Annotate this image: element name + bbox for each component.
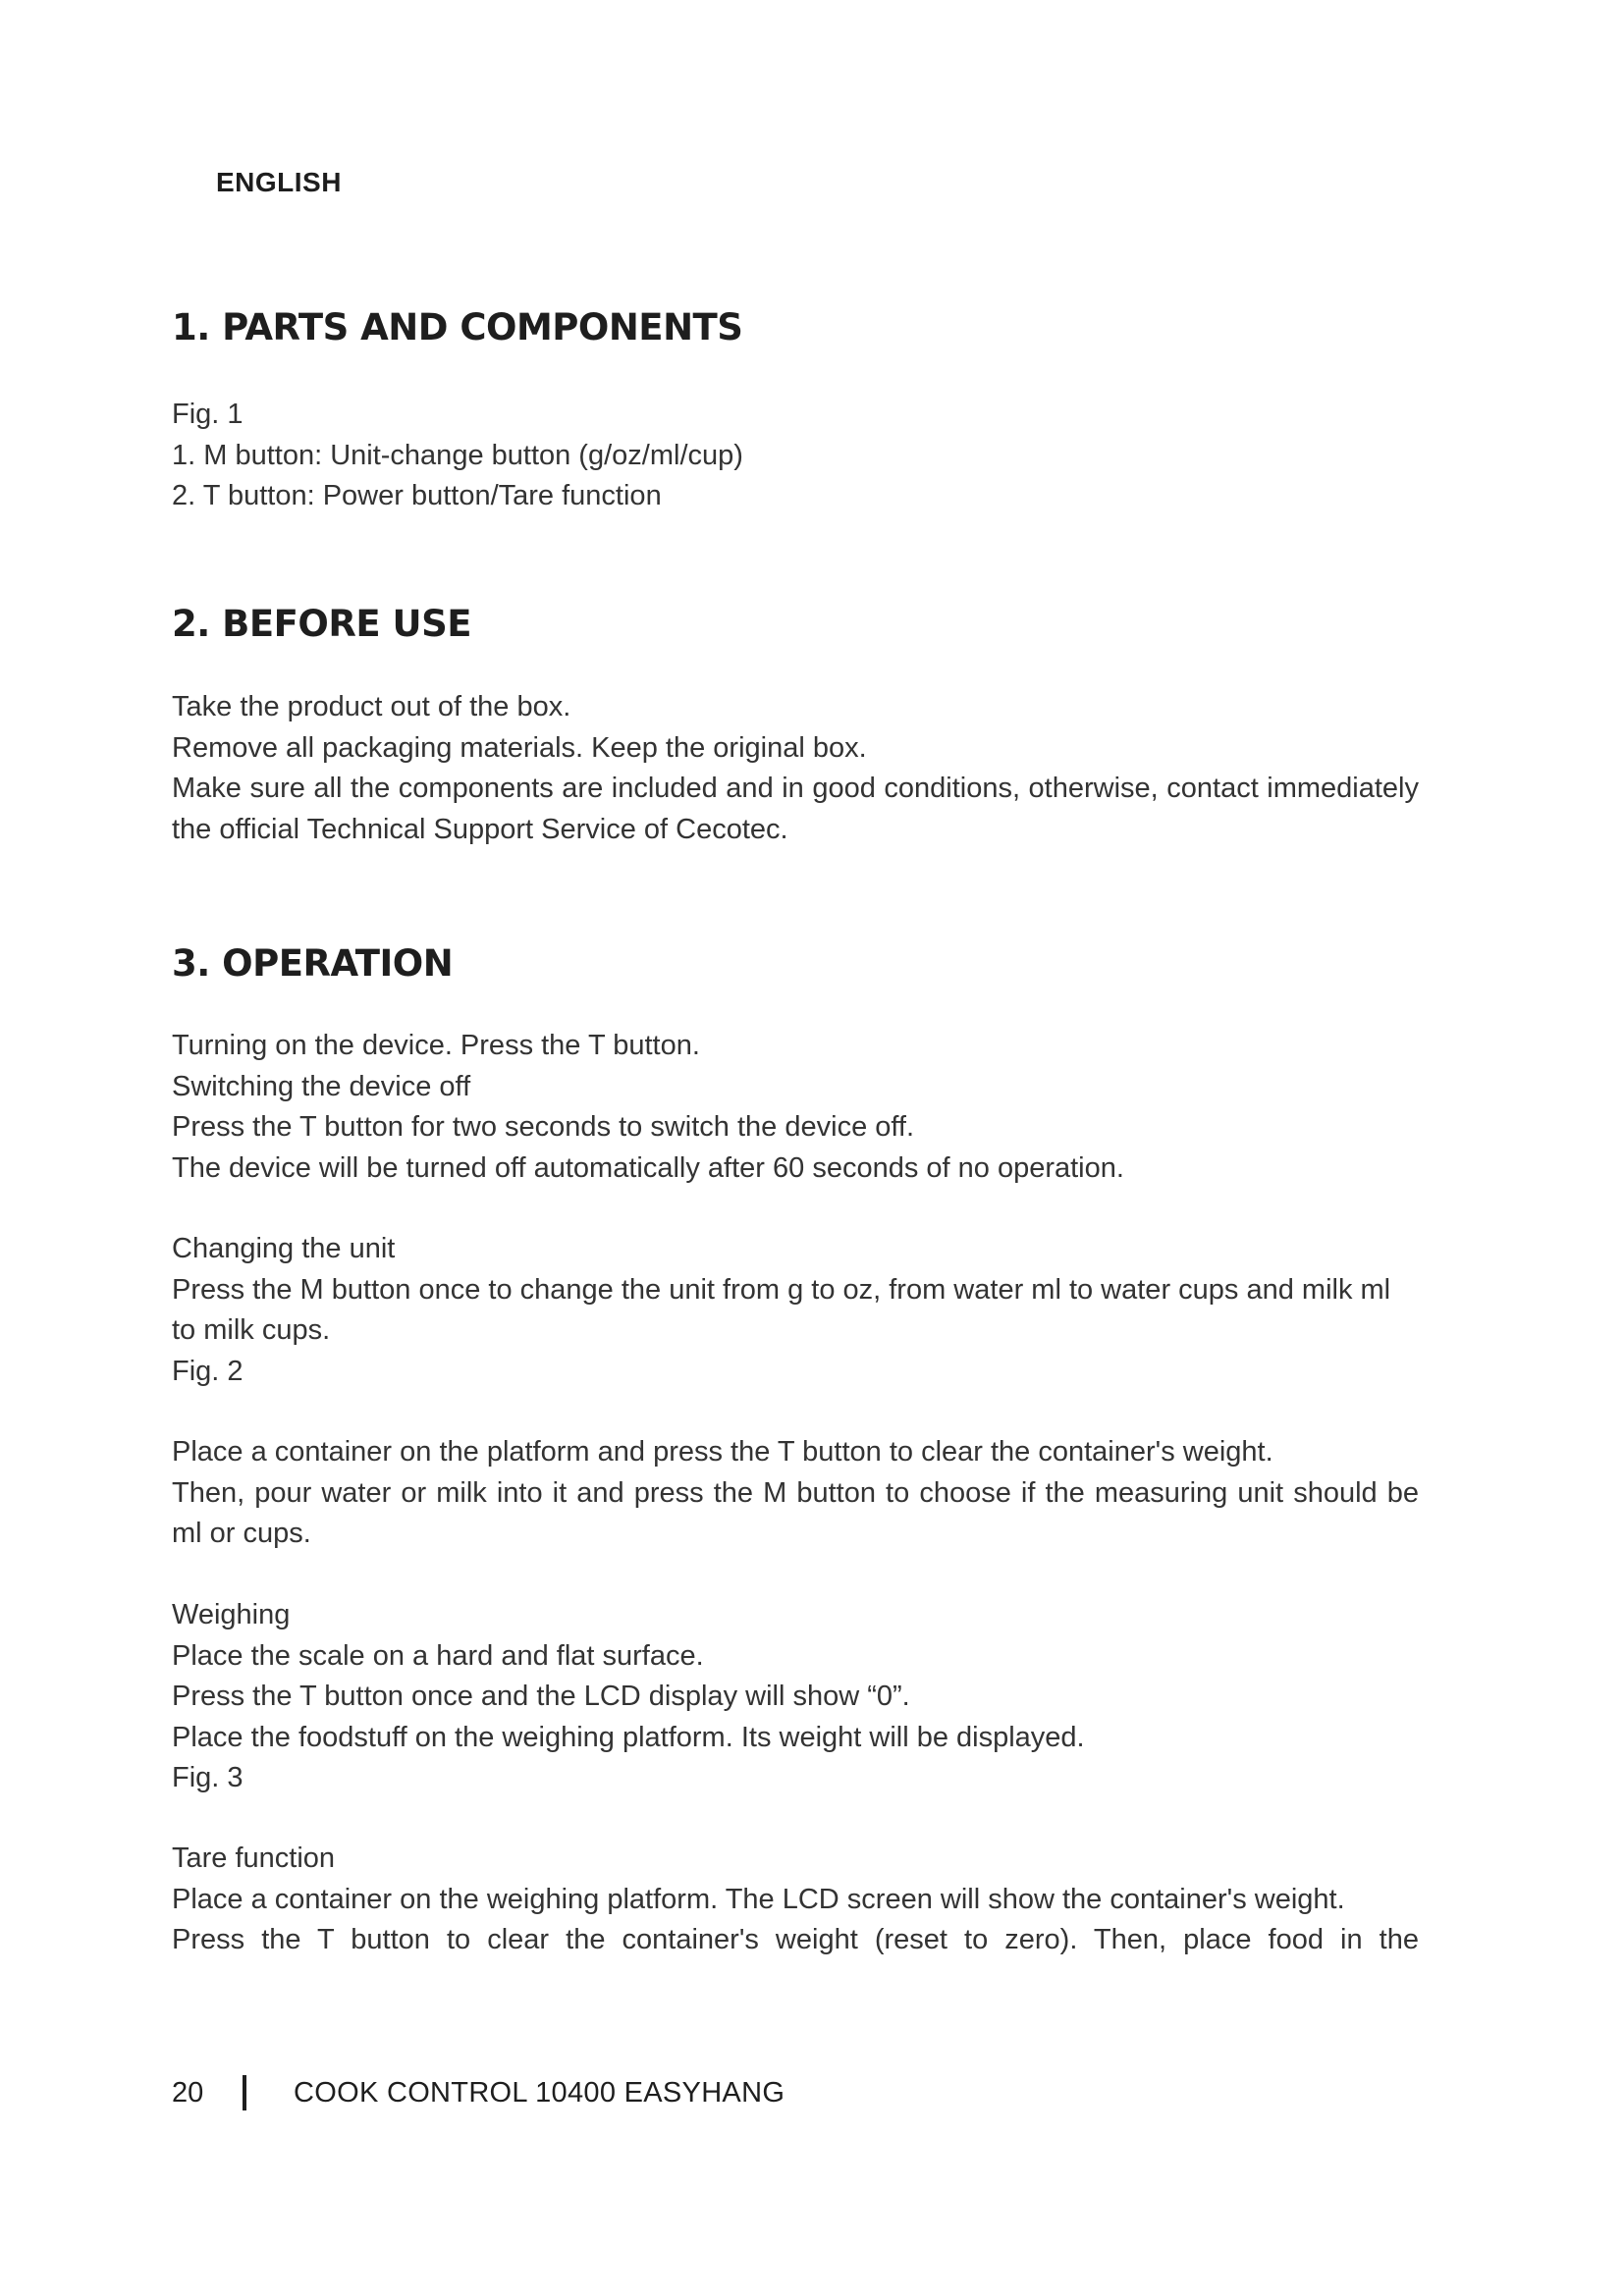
paragraph: Make sure all the components are included and in good conditions, otherwise, contact immediately the official Technical Support Service of Cecotec.	[172, 773, 1419, 845]
footer-divider	[243, 2075, 246, 2110]
paragraph: Place the foodstuff on the weighing platform. Its weight will be displayed.	[172, 1721, 1085, 1753]
paragraph: The device will be turned off automatically after 60 seconds of no operation.	[172, 1151, 1124, 1184]
paragraph: Take the product out of the box.	[172, 691, 571, 722]
subsection-title: Changing the unit	[172, 1233, 396, 1264]
operation-weighing	[172, 1595, 1419, 1799]
paragraph: Press the T button for two seconds to switch the device off.	[172, 1111, 915, 1143]
paragraph: Press the T button once and the LCD display will show “0”.	[172, 1681, 910, 1712]
section-heading-operation: 3. OPERATION	[172, 942, 454, 985]
operation-container	[172, 1432, 1419, 1555]
operation-on-off	[172, 1026, 1419, 1189]
list-item: 2. T button: Power button/Tare function	[172, 480, 662, 511]
section-heading-parts: 1. PARTS AND COMPONENTS	[172, 306, 743, 348]
paragraph: Place the scale on a hard and flat surface.	[172, 1639, 704, 1672]
subsection-title: Tare function	[172, 1842, 336, 1874]
fig-label: Fig. 3	[172, 1762, 244, 1793]
list-item: 1. M button: Unit-change button (g/oz/ml/cup)	[172, 439, 743, 471]
language-label: ENGLISH	[216, 167, 342, 197]
paragraph: Press the M button once to change the unit from g to oz, from water ml to water cups and milk ml to milk cups.	[172, 1273, 1391, 1346]
operation-tare	[172, 1839, 1419, 1961]
fig-label: Fig. 2	[172, 1355, 244, 1387]
page-number: 20	[172, 2076, 204, 2109]
subsection-title: Weighing	[172, 1599, 291, 1630]
section-parts	[172, 306, 1419, 348]
paragraph: Remove all packaging materials. Keep the original box.	[172, 731, 867, 764]
before-use-text	[172, 687, 1419, 850]
paragraph: Place a container on the weighing platform. The LCD screen will show the container's weight.	[172, 1883, 1345, 1915]
paragraph: Then, pour water or milk into it and press the M button to choose if the measuring unit should be ml or cups.	[172, 1476, 1419, 1549]
operation-unit	[172, 1229, 1419, 1392]
page-footer	[172, 2075, 785, 2110]
paragraph: Press the T button to clear the container's weight (reset to zero). Then, place food in the	[172, 1924, 1419, 1955]
parts-list	[172, 395, 1419, 517]
paragraph: Turning on the device. Press the T button.	[172, 1030, 700, 1061]
section-operation	[172, 942, 1419, 985]
paragraph: Switching the device off	[172, 1070, 471, 1102]
fig-label: Fig. 1	[172, 399, 244, 430]
product-name: COOK CONTROL 10400 EASYHANG	[294, 2076, 785, 2109]
section-heading-before-use: 2. BEFORE USE	[172, 603, 472, 645]
paragraph: Place a container on the platform and press the T button to clear the container's weight.	[172, 1436, 1273, 1468]
section-before-use	[172, 603, 1419, 645]
